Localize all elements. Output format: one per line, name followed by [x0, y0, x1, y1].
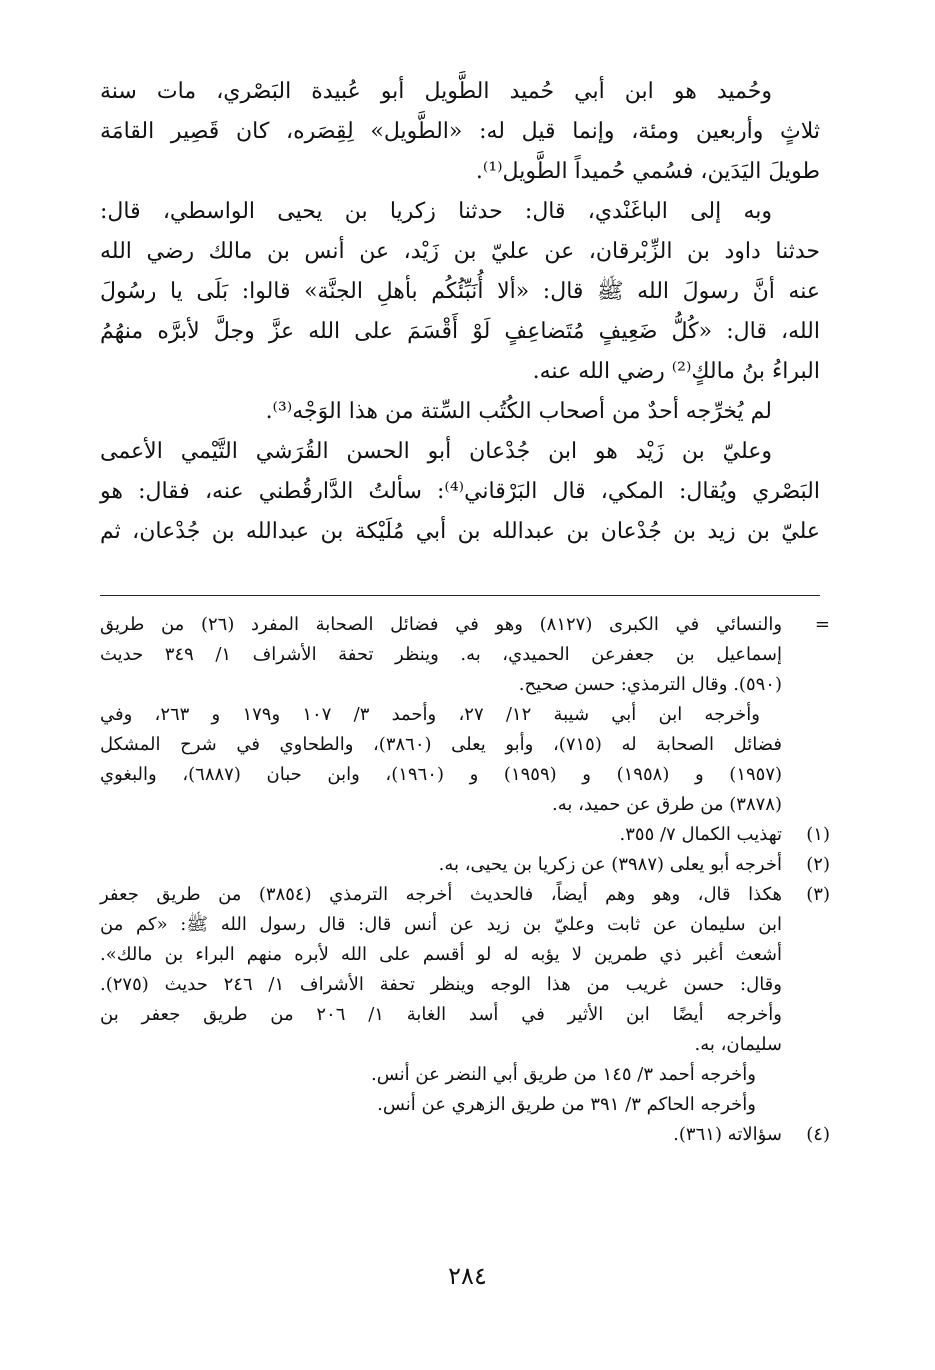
text-line: وبه إلى الباغَنْدي، قال: حدثنا زكريا بن يحيى الواسطي، قال: — [100, 199, 772, 224]
text-line: حدثنا داود بن الزِّبْرقان، عن عليّ بن زَيْد، عن أنس بن مالك رضي الله — [100, 239, 820, 264]
footnote-2 — [100, 850, 830, 880]
continuation-marker: = — [814, 614, 830, 635]
text-line: وحُميد هو ابن أبي حُميد الطَّويل أبو عُبيدة البَصْري، مات سنة — [100, 79, 772, 104]
footnote-line: (٥٩٠). وقال الترمذي: حسن صحيح. — [518, 674, 782, 695]
footnote-line: والنسائي في الكبرى (٨١٢٧) وهو في فضائل الصحابة المفرد (٢٦) من طريق — [100, 614, 783, 635]
text-line: البراءُ بنُ مالكٍ⁽²⁾ رضي الله عنه. — [532, 359, 820, 384]
footnote-separator — [100, 595, 820, 596]
paragraph-humaid — [100, 72, 820, 192]
footnote-line: إسماعيل بن جعفرعن الحميدي، به. وينظر تحفة الأشراف ١/ ٣٤٩ حديث — [100, 644, 782, 665]
text-line: الله، قال: «كُلُّ ضَعِيفٍ مُتَضاعِفٍ لَوْ أَقْسَمَ على الله عزَّ وجلَّ لأبرَّه منهُمُ — [100, 319, 820, 344]
footnote-line: هكذا قال، وهو وهم أيضاً، فالحديث أخرجه الترمذي (٣٨٥٤) من طريق جعفر — [100, 884, 782, 905]
footnote-line: سليمان، به. — [694, 1034, 782, 1055]
footnote-continuation — [100, 610, 830, 700]
page-number: ٢٨٤ — [448, 1262, 487, 1290]
footnote-marker: (٣) — [806, 884, 830, 905]
footnotes — [100, 610, 830, 1150]
text-line: ثلاثٍ وأربعين ومئة، وإنما قيل له: «الطَّويل» لِقِصَره، كان قَصِير القامَة — [100, 119, 820, 144]
footnote-line: (٣٨٧٨) من طرق عن حميد، به. — [552, 794, 782, 815]
footnote-line: وأخرجه أحمد ٣/ ١٤٥ من طريق أبي النضر عن أنس. — [370, 1064, 756, 1085]
text-line: البَصْري ويُقال: المكي، قال البَرْقاني⁽⁴⁾: سألتُ الدَّارقُطني عنه، فقال: هو — [100, 479, 820, 504]
text-line: طويلَ اليَدَين، فسُمي حُميداً الطَّويل⁽¹⁾. — [475, 159, 820, 184]
footnote-continuation-2 — [100, 700, 830, 820]
footnote-line: وأخرجه أيضًا ابن الأثير في أسد الغابة ١/ ٢٠٦ من طريق جعفر بن — [100, 1004, 782, 1025]
text-line: عنه أنَّ رسولَ الله ﷺ قال: «ألا أُنَبِّئُكُم بأهلِ الجنَّة» قالوا: بَلَى يا رسُولَ — [100, 279, 820, 304]
footnote-line: سؤالاته (٣٦١). — [673, 1124, 782, 1145]
footnote-line: (١٩٥٧) و (١٩٥٨) و (١٩٥٩) و (١٩٦٠)، وابن حبان (٦٨٨٧)، والبغوي — [100, 764, 783, 785]
paragraph-ali-bin-zaid — [100, 432, 820, 552]
footnote-4 — [100, 1120, 830, 1150]
footnote-line: فضائل الصحابة له (٧١٥)، وأبو يعلى (٣٨٦٠)، والطحاوي في شرح المشكل — [100, 734, 782, 755]
paragraph-hadith — [100, 192, 820, 392]
footnote-line: ابن سليمان عن ثابت وعليّ بن زيد عن أنس قال: قال رسول الله ﷺ: «كم من — [100, 914, 782, 935]
paragraph-takhrij — [100, 392, 820, 432]
text-line: وعليّ بن زَيْد هو ابن جُدْعان أبو الحسن القُرَشي التَّيْمي الأعمى — [100, 439, 772, 464]
footnote-marker: (١) — [806, 824, 830, 845]
footnote-line: أشعث أغبر ذي طمرين لا يؤبه له لو أقسم على الله لأبره منهم البراء بن مالك». — [100, 944, 782, 965]
footnote-line: أخرجه أبو يعلى (٣٩٨٧) عن زكريا بن يحيى، به. — [438, 854, 782, 875]
footnote-line: تهذيب الكمال ٧/ ٣٥٥. — [619, 824, 782, 845]
footnote-line: وقال: حسن غريب من هذا الوجه وينظر تحفة الأشراف ١/ ٢٤٦ حديث (٢٧٥). — [100, 974, 782, 995]
text-line: عليّ بن زيد بن جُدْعان بن عبدالله بن أبي مُلَيْكة بن عبدالله بن جُدْعان، ثم — [100, 519, 820, 544]
text-line: لم يُخرِّجه أحدٌ من أصحاب الكُتُب السِّتة من هذا الوَجْه⁽³⁾. — [265, 399, 772, 424]
footnote-marker: (٢) — [806, 854, 830, 875]
footnote-line: وأخرجه الحاكم ٣/ ٣٩١ من طريق الزهري عن أنس. — [377, 1094, 756, 1115]
footnote-marker: (٤) — [806, 1124, 830, 1145]
footnote-1 — [100, 820, 830, 850]
footnote-3 — [100, 880, 830, 1120]
footnote-line: وأخرجه ابن أبي شيبة ١٢/ ٢٧، وأحمد ٣/ ١٠٧ و١٧٩ و ٢٦٣، وفي — [100, 704, 760, 725]
main-text — [100, 72, 820, 552]
